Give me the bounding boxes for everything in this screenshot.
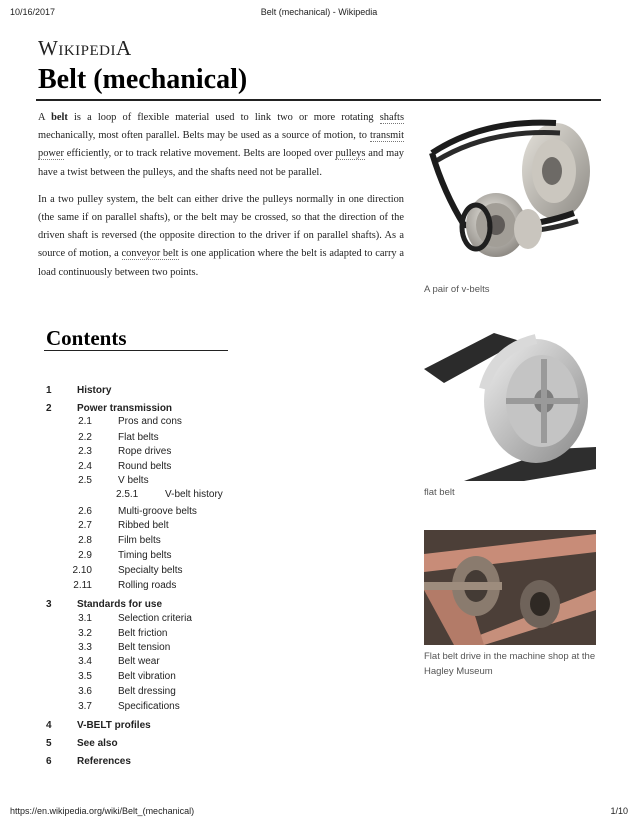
toc-item-number: 2.8: [78, 535, 92, 546]
toc-item-label[interactable]: Timing belts: [118, 550, 172, 561]
toc-item-number: 2.3: [78, 446, 92, 457]
figure-caption: A pair of v-belts: [424, 284, 490, 295]
intro-paragraph-2: In a two pulley system, the belt can either drive the pulleys normally in one direction (the same if on parallel shafts), or the belt may be crossed, so that the direction of the driven shaft is reversed (the opposite direction to the driver if on parallel shafts). As a source of motion, a conveyor belt is one application where the belt is adapted to carry a load continuously between two points.: [38, 193, 404, 278]
toc-item-number: 2.2: [78, 432, 92, 443]
toc-item-number: 2.4: [78, 461, 92, 472]
link-shafts[interactable]: shafts: [379, 112, 404, 123]
toc-item-number: 3: [46, 599, 52, 610]
toc-title: Contents: [46, 326, 127, 350]
toc-item-number: 3.7: [78, 701, 92, 712]
toc-item-number: 1: [46, 385, 52, 396]
wikipedia-wordmark[interactable]: WIKIPEDIA: [38, 36, 132, 60]
page-number: 1/10: [610, 806, 628, 816]
table-of-contents: [46, 326, 376, 767]
figure-hagley-museum: [424, 530, 596, 679]
toc-item-number: 2.6: [78, 506, 92, 517]
toc-item-number: 2.9: [78, 550, 92, 561]
toc-item-label[interactable]: Belt dressing: [118, 686, 176, 697]
toc-item-number: 4: [46, 720, 52, 731]
print-header: [10, 7, 628, 19]
print-url: https://en.wikipedia.org/wiki/Belt_(mechanical): [10, 806, 195, 816]
toc-item-label[interactable]: Flat belts: [118, 432, 159, 443]
toc-item-number: 2.11: [73, 580, 92, 591]
toc-item-label[interactable]: References: [77, 756, 131, 767]
toc-item-label[interactable]: Selection criteria: [118, 613, 192, 624]
toc-item-label[interactable]: V belts: [118, 475, 149, 486]
toc-item-number: 2: [46, 403, 52, 414]
print-page-title: Belt (mechanical) - Wikipedia: [260, 7, 378, 17]
hagley-museum-image[interactable]: [424, 530, 596, 645]
toc-item-label[interactable]: Standards for use: [77, 599, 163, 610]
print-footer: [10, 806, 628, 818]
toc-item-label[interactable]: Rope drives: [118, 446, 172, 457]
toc-item-number: 2.5.1: [116, 489, 139, 500]
toc-item-label[interactable]: V-belt history: [165, 489, 223, 500]
figure-caption: flat belt: [424, 487, 455, 498]
title-divider: [36, 99, 601, 101]
toc-item-label[interactable]: Belt friction: [118, 628, 168, 639]
toc-item-label[interactable]: Belt vibration: [118, 671, 176, 682]
toc-item-number: 3.6: [78, 686, 92, 697]
toc-item-label[interactable]: Round belts: [118, 461, 172, 472]
intro-text: [38, 109, 404, 291]
toc-item-number: 2.7: [78, 520, 92, 531]
toc-item-label[interactable]: Belt tension: [118, 642, 171, 653]
figure-flat-belt: [424, 329, 596, 500]
toc-item-number: 3.3: [78, 642, 92, 653]
link-transmit-power[interactable]: transmit power: [38, 130, 404, 160]
toc-item-number: 2.10: [72, 565, 92, 576]
term-belt: belt: [51, 112, 68, 123]
toc-item-label[interactable]: Film belts: [118, 535, 161, 546]
toc-item-label[interactable]: Specialty belts: [118, 565, 183, 576]
toc-item-number: 2.1: [78, 416, 92, 427]
intro-paragraph-1: A belt is a loop of flexible material used to link two or more rotating shafts mechanically, most often parallel. Belts may be used as a source of motion, to transmit power efficiently, or to track relative movement. Belts are looped over pulleys and may have a twist between the pulleys, and the shafts need not be parallel.: [38, 112, 405, 178]
toc-item-label[interactable]: History: [77, 385, 112, 396]
toc-item-label[interactable]: V-BELT profiles: [77, 720, 151, 731]
toc-item-number: 3.5: [78, 671, 92, 682]
toc-item-number: 6: [46, 756, 52, 767]
toc-item-label[interactable]: Rolling roads: [118, 580, 177, 591]
toc-item-number: 2.5: [78, 475, 92, 486]
toc-item-label[interactable]: Pros and cons: [118, 416, 182, 427]
page-title: Belt (mechanical): [38, 64, 248, 95]
figure-caption: Flat belt drive in the machine shop at the Hagley Museum: [424, 651, 596, 677]
toc-item-number: 5: [46, 738, 52, 749]
toc-item-label[interactable]: Multi-groove belts: [118, 506, 197, 517]
toc-item-number: 3.4: [78, 656, 92, 667]
link-conveyor-belt[interactable]: conveyor belt: [121, 248, 179, 260]
print-date: 10/16/2017: [10, 7, 56, 17]
toc-divider: [44, 350, 228, 351]
toc-item-label[interactable]: Belt wear: [118, 656, 160, 667]
toc-item-number: 3.1: [78, 613, 92, 624]
link-pulleys[interactable]: pulleys: [335, 148, 366, 160]
figure-v-belts: [424, 113, 596, 297]
flat-belt-image[interactable]: [424, 329, 596, 481]
toc-item-label[interactable]: Ribbed belt: [118, 520, 169, 531]
toc-item-label[interactable]: Power transmission: [77, 403, 173, 414]
toc-item-label[interactable]: See also: [77, 738, 118, 749]
toc-item-label[interactable]: Specifications: [118, 701, 180, 712]
toc-item-number: 3.2: [78, 628, 92, 639]
v-belts-image[interactable]: [424, 113, 596, 278]
